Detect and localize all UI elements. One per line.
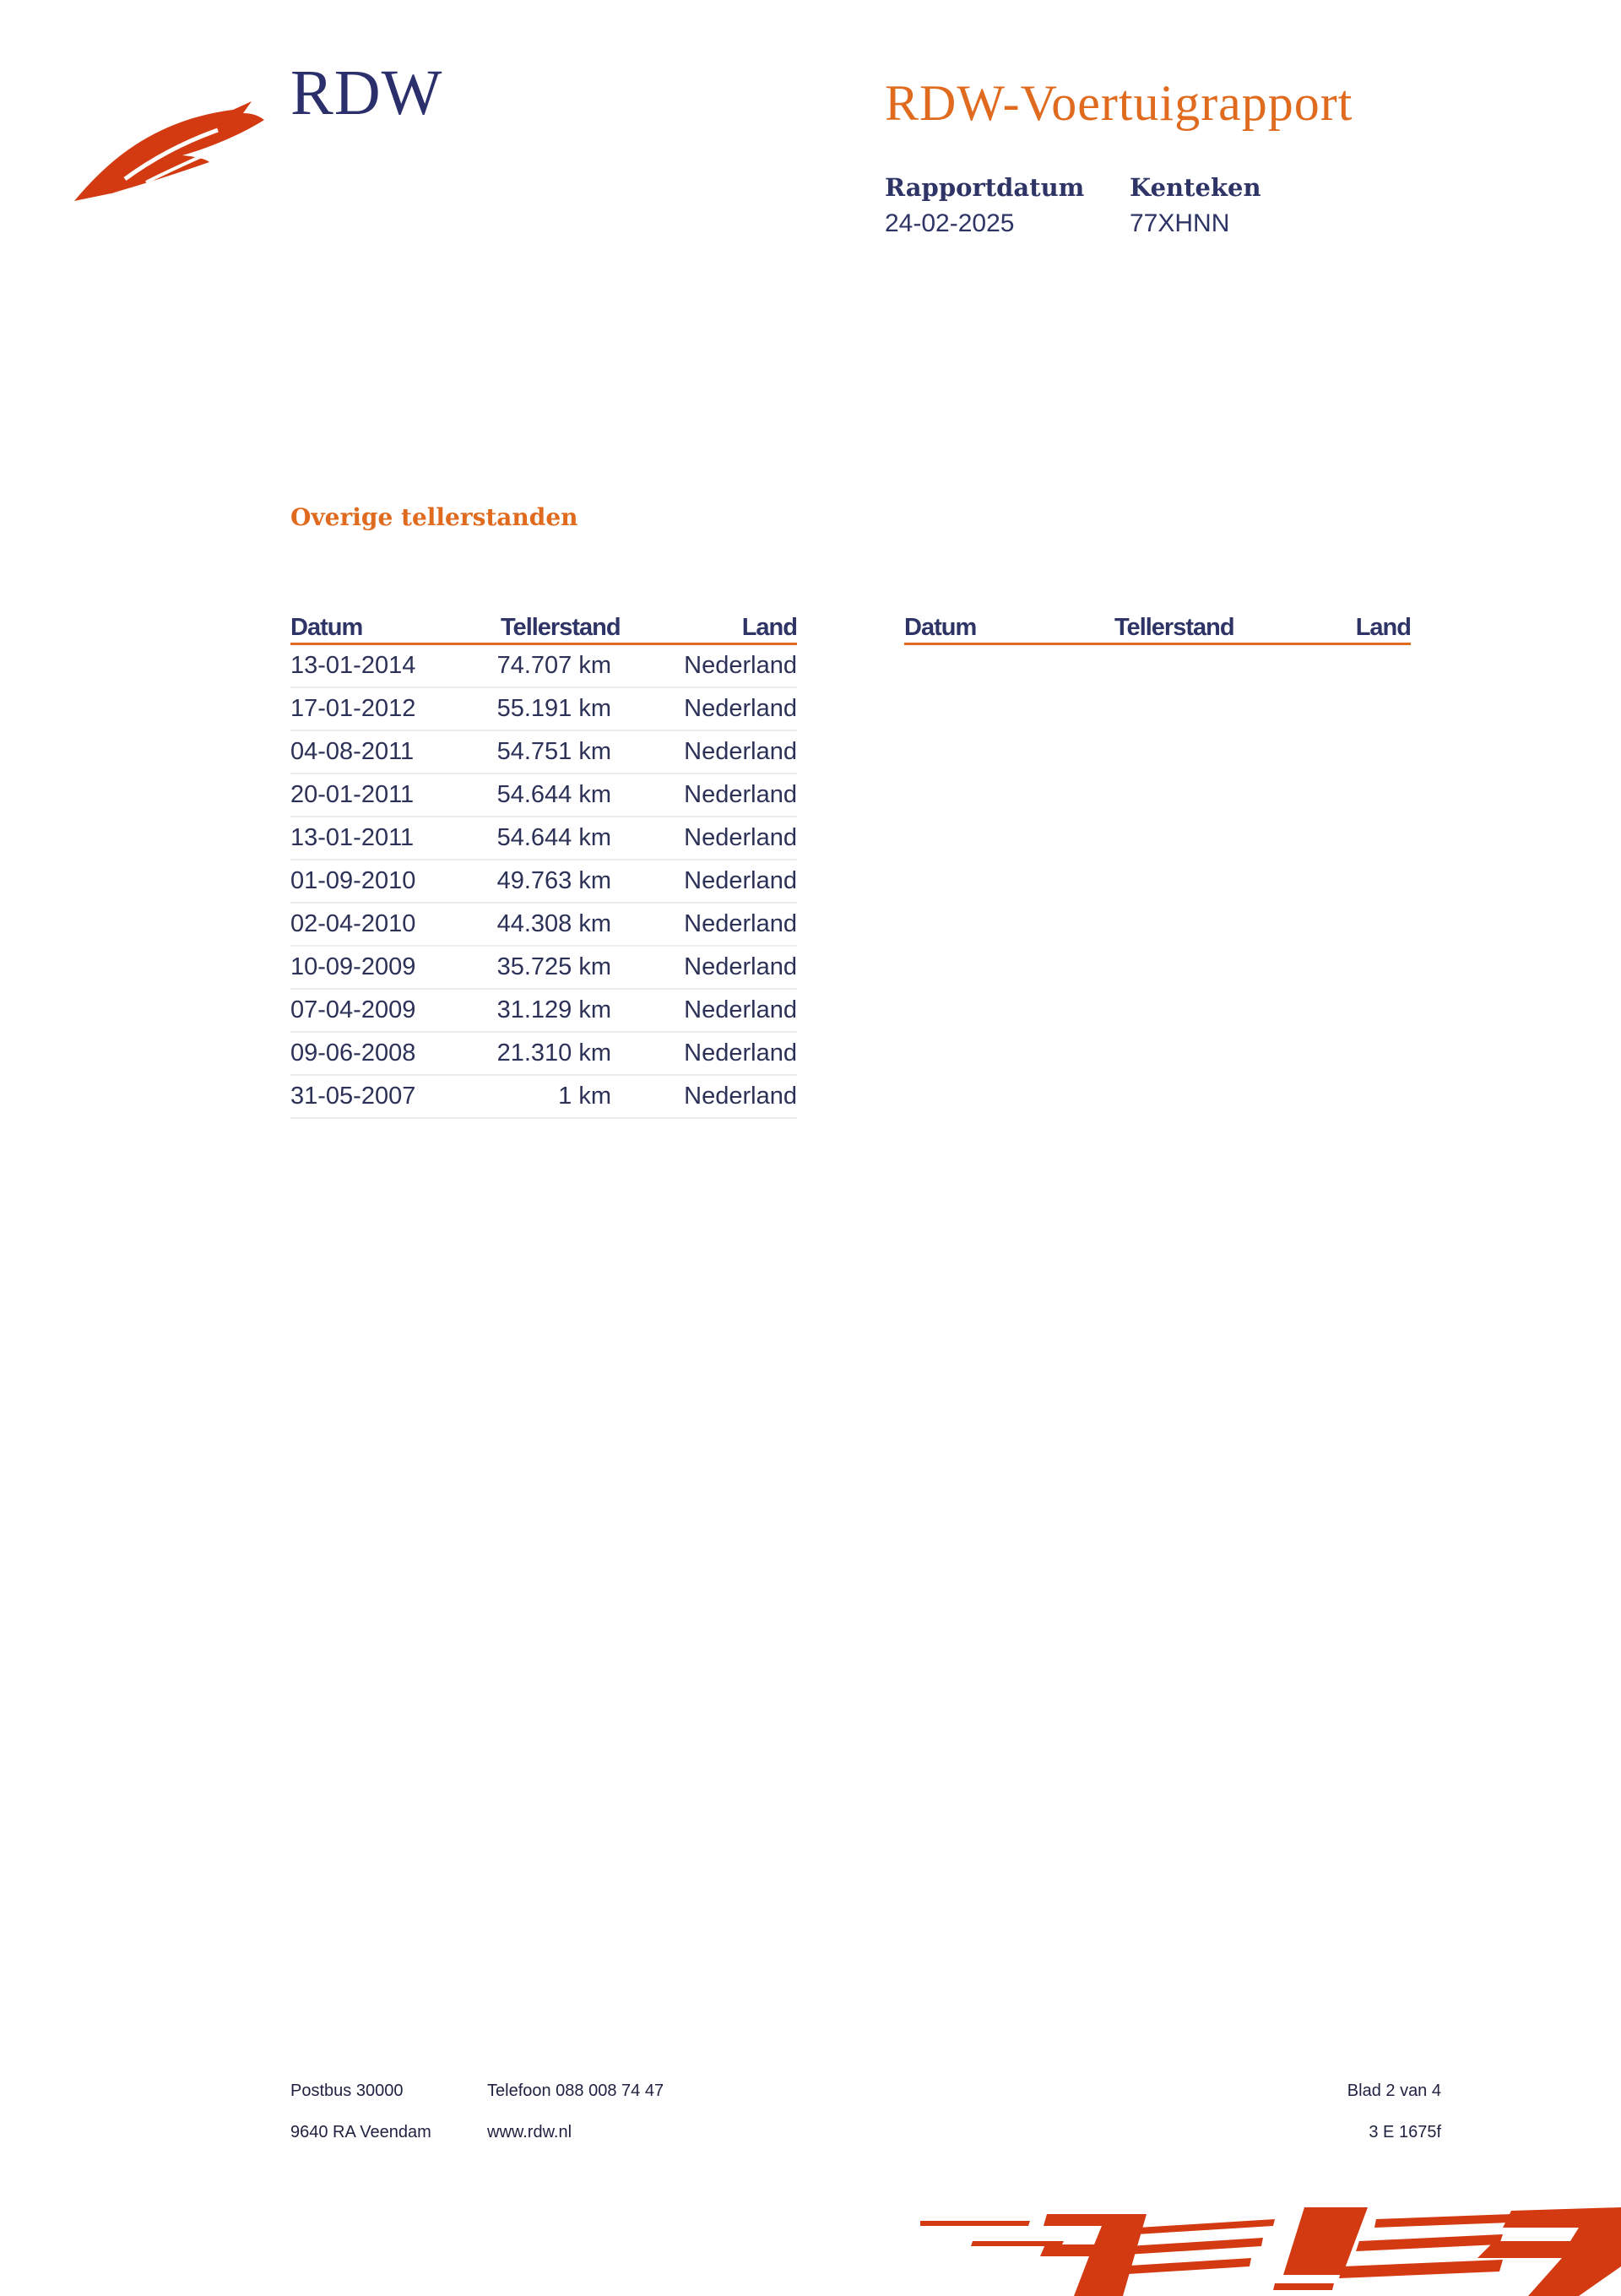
cell-tellerstand: 1 km: [558, 1083, 611, 1110]
table-row: [290, 1033, 797, 1076]
cell-land: Nederland: [684, 867, 797, 894]
footer-document-code: 3 E 1675f: [1369, 2123, 1441, 2141]
footer-page-number: Blad 2 van 4: [1347, 2082, 1441, 2100]
rdw-logo-text: RDW: [290, 57, 443, 128]
cell-land: Nederland: [684, 910, 797, 937]
table-row: [290, 1076, 797, 1119]
cell-datum: 17-01-2012: [290, 695, 416, 722]
cell-datum: 31-05-2007: [290, 1083, 416, 1110]
cell-datum: 13-01-2014: [290, 652, 416, 679]
column-header-tellerstand: Tellerstand: [1114, 614, 1234, 641]
cell-land: Nederland: [684, 996, 797, 1023]
report-title: RDW-Voertuigrapport: [885, 75, 1353, 131]
report-date-label: Rapportdatum: [885, 173, 1085, 202]
column-header-datum: Datum: [904, 614, 977, 641]
cell-datum: 20-01-2011: [290, 781, 415, 808]
cell-land: Nederland: [684, 781, 797, 808]
column-header-land: Land: [741, 614, 797, 641]
footer-address-line2: 9640 RA Veendam: [290, 2123, 431, 2141]
cell-datum: 01-09-2010: [290, 867, 416, 894]
cell-datum: 13-01-2011: [290, 824, 415, 851]
footer-address-line1: Postbus 30000: [290, 2082, 404, 2100]
cell-tellerstand: 54.644 km: [496, 824, 611, 851]
cell-tellerstand: 54.644 km: [496, 781, 611, 808]
column-header-datum: Datum: [290, 614, 363, 641]
plate-label: Kenteken: [1130, 173, 1261, 202]
odometer-table: [290, 611, 797, 1119]
cell-datum: 04-08-2011: [290, 738, 415, 765]
cell-datum: 02-04-2010: [290, 910, 416, 937]
cell-land: Nederland: [684, 953, 797, 980]
cell-tellerstand: 31.129 km: [496, 996, 611, 1023]
cell-tellerstand: 44.308 km: [496, 910, 611, 937]
cell-tellerstand: 35.725 km: [496, 953, 611, 980]
table-row: [290, 731, 797, 774]
section-title: Overige tellerstanden: [290, 503, 578, 531]
decorative-stripes-icon: [920, 2207, 1621, 2296]
plate-value: 77XHNN: [1130, 209, 1230, 237]
cell-land: Nederland: [684, 695, 797, 722]
cell-land: Nederland: [684, 1039, 797, 1067]
rdw-logo-mark-icon: [74, 101, 264, 207]
cell-datum: 09-06-2008: [290, 1039, 416, 1067]
table-header: [904, 611, 1411, 645]
report-date-value: 24-02-2025: [885, 209, 1015, 237]
table-row: [290, 645, 797, 688]
cell-land: Nederland: [684, 738, 797, 765]
cell-tellerstand: 49.763 km: [496, 867, 611, 894]
cell-land: Nederland: [684, 824, 797, 851]
cell-tellerstand: 74.707 km: [496, 652, 611, 679]
column-header-tellerstand: Tellerstand: [501, 614, 621, 641]
table-row: [290, 817, 797, 860]
cell-tellerstand: 55.191 km: [496, 695, 611, 722]
cell-land: Nederland: [684, 652, 797, 679]
cell-tellerstand: 54.751 km: [496, 738, 611, 765]
table-row: [290, 688, 797, 731]
odometer-table-right: [904, 611, 1411, 645]
table-row: [290, 860, 797, 904]
table-row: [290, 904, 797, 947]
cell-land: Nederland: [684, 1083, 797, 1110]
footer-website-link[interactable]: www.rdw.nl: [487, 2123, 572, 2141]
cell-tellerstand: 21.310 km: [496, 1039, 611, 1067]
footer-phone: Telefoon 088 008 74 47: [487, 2082, 664, 2100]
cell-datum: 07-04-2009: [290, 996, 416, 1023]
table-header: [290, 611, 797, 645]
column-header-land: Land: [1355, 614, 1411, 641]
cell-datum: 10-09-2009: [290, 953, 416, 980]
table-row: [290, 990, 797, 1033]
table-row: [290, 947, 797, 990]
table-row: [290, 774, 797, 817]
